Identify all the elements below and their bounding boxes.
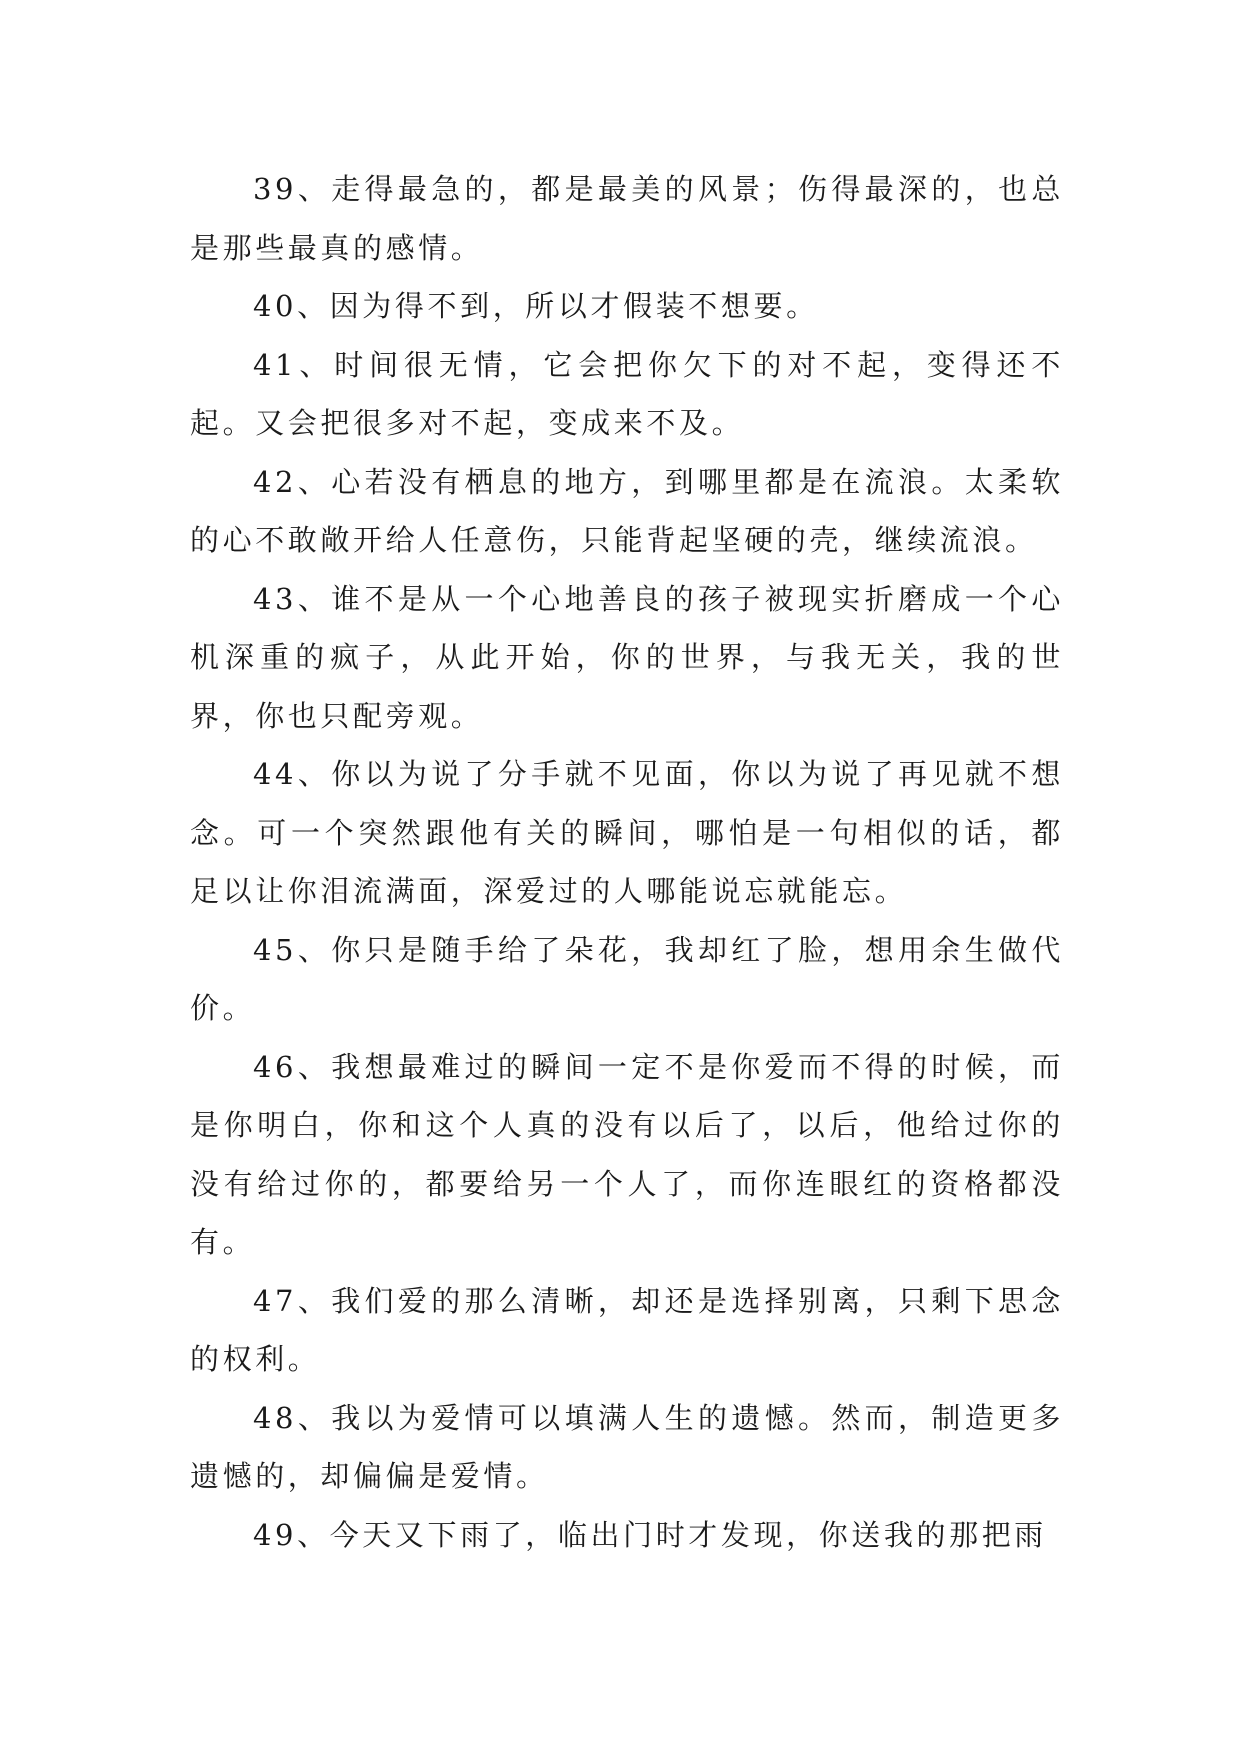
paragraph-46: 46、我想最难过的瞬间一定不是你爱而不得的时候，而是你明白，你和这个人真的没有以后了，以后，他给过你的没有给过你的，都要给另一个人了，而你连眼红的资格都没有。 — [190, 1049, 1064, 1259]
document-body — [190, 160, 1064, 1564]
paragraph-44: 44、你以为说了分手就不见面，你以为说了再见就不想念。可一个突然跟他有关的瞬间，哪怕是一句相似的话，都足以让你泪流满面，深爱过的人哪能说忘就能忘。 — [190, 757, 1064, 908]
paragraph-47: 47、我们爱的那么清晰，却还是选择别离，只剩下思念的权利。 — [190, 1283, 1064, 1376]
paragraph-49: 49、今天又下雨了，临出门时才发现，你送我的那把雨 — [253, 1517, 1047, 1552]
paragraph-45: 45、你只是随手给了朵花，我却红了脸，想用余生做代价。 — [190, 932, 1064, 1025]
paragraph-41: 41、时间很无情，它会把你欠下的对不起，变得还不起。又会把很多对不起，变成来不及。 — [190, 347, 1064, 440]
paragraph-39: 39、走得最急的，都是最美的风景；伤得最深的，也总是那些最真的感情。 — [190, 172, 1064, 265]
paragraph-40: 40、因为得不到，所以才假装不想要。 — [253, 289, 819, 323]
paragraph-43: 43、谁不是从一个心地善良的孩子被现实折磨成一个心机深重的疯子，从此开始，你的世界，与我无关，我的世界，你也只配旁观。 — [190, 581, 1064, 733]
paragraph-42: 42、心若没有栖息的地方，到哪里都是在流浪。太柔软的心不敢敞开给人任意伤，只能背起坚硬的壳，继续流浪。 — [190, 464, 1064, 557]
paragraph-48: 48、我以为爱情可以填满人生的遗憾。然而，制造更多遗憾的，却偏偏是爱情。 — [190, 1400, 1064, 1493]
